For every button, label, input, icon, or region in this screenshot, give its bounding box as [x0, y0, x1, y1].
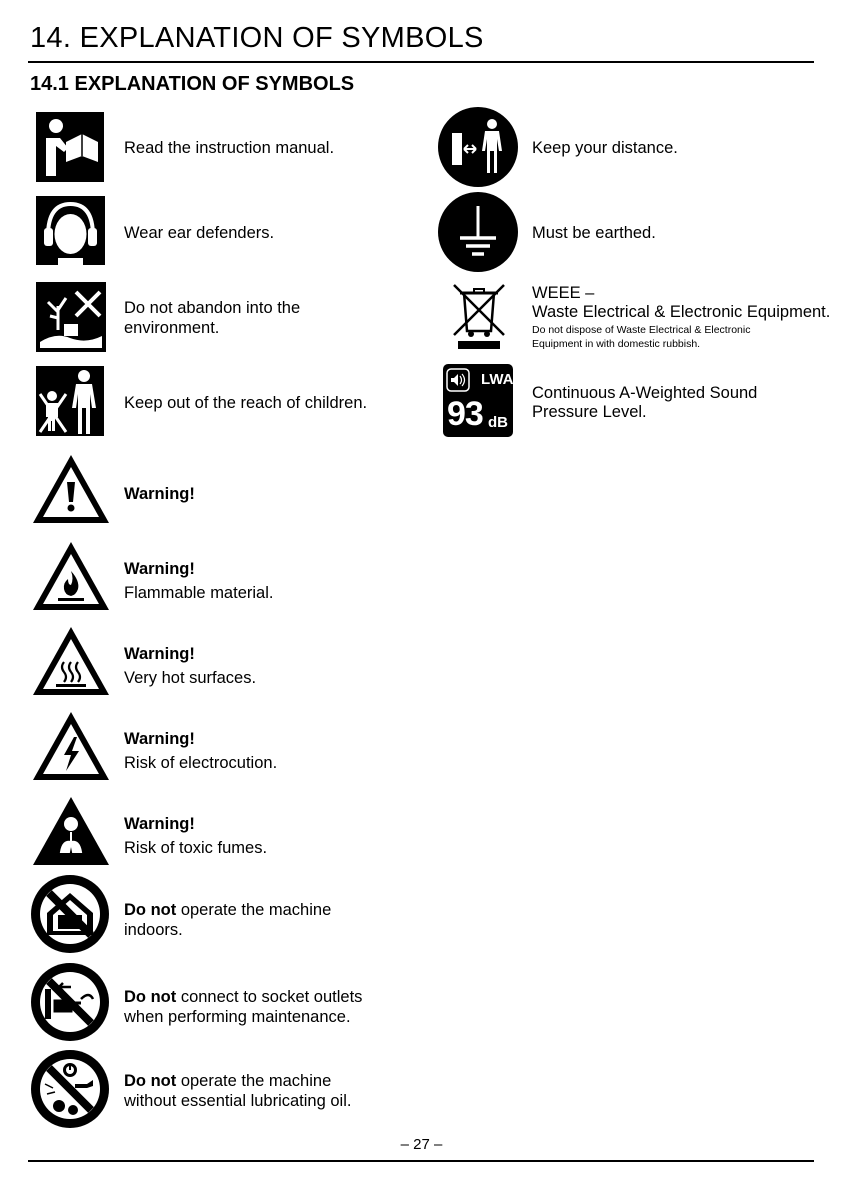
- warning4-title: Warning!: [124, 730, 195, 748]
- oil-rest: operate the machine: [176, 1072, 332, 1090]
- indoors-line2: indoors.: [124, 921, 183, 939]
- flammable-warning-icon: [30, 539, 112, 613]
- speaker-icon: [446, 368, 470, 392]
- warning-icon: [30, 452, 112, 526]
- weee-small1: Do not dispose of Waste Electrical & Electronic: [532, 324, 751, 336]
- no-socket-icon: [31, 963, 109, 1041]
- no-indoors-icon: [31, 875, 109, 953]
- warning5-title: Warning!: [124, 815, 195, 833]
- indoors-do-not: Do not: [124, 901, 177, 919]
- warning3-title: Warning!: [124, 645, 195, 663]
- oil-line1: [124, 1071, 331, 1091]
- hot-surface-warning-icon: [30, 624, 112, 698]
- indoors-line1: [124, 900, 331, 920]
- sound-line2: Pressure Level.: [532, 403, 647, 421]
- warning2-desc: Flammable material.: [124, 584, 274, 602]
- toxic-fumes-warning-icon: [30, 794, 112, 868]
- socket-line2: when performing maintenance.: [124, 1008, 351, 1026]
- weee-line2: Waste Electrical & Electronic Equipment.: [532, 303, 831, 321]
- read-manual-icon: [36, 112, 104, 182]
- socket-rest: connect to socket outlets: [176, 988, 363, 1006]
- weee-small2: Equipment in with domestic rubbish.: [532, 338, 701, 350]
- children-text: Keep out of the reach of children.: [124, 394, 368, 412]
- electrocution-warning-icon: [30, 709, 112, 783]
- socket-line1: [124, 987, 362, 1007]
- distance-text: Keep your distance.: [532, 139, 678, 157]
- earth-icon: [438, 192, 518, 272]
- socket-do-not: Do not: [124, 988, 177, 1006]
- warning3-desc: Very hot surfaces.: [124, 669, 257, 687]
- keep-distance-icon: [438, 107, 518, 187]
- children-icon: [36, 366, 104, 436]
- page-number: – 27 –: [400, 1136, 443, 1153]
- weee-line1: WEEE –: [532, 284, 595, 302]
- sound-unit: dB: [488, 414, 508, 431]
- lwa-label: LWA: [481, 371, 514, 388]
- indoors-rest: operate the machine: [176, 901, 332, 919]
- header-rule: [28, 61, 814, 63]
- weee-bin-icon: [450, 281, 508, 353]
- sound-value: 93: [447, 395, 483, 433]
- abandon-line1: Do not abandon into the: [124, 299, 301, 317]
- footer-rule: [28, 1160, 814, 1162]
- earthed-text: Must be earthed.: [532, 224, 656, 242]
- ear-defenders-icon: [36, 196, 105, 265]
- ear-text: Wear ear defenders.: [124, 224, 275, 242]
- abandon-line2: environment.: [124, 319, 220, 337]
- page-title: 14. EXPLANATION OF SYMBOLS: [30, 22, 484, 54]
- warning5-desc: Risk of toxic fumes.: [124, 839, 268, 857]
- sound-level-badge: [443, 364, 513, 437]
- no-abandon-icon: [36, 282, 106, 352]
- section-title: 14.1 EXPLANATION OF SYMBOLS: [30, 73, 355, 95]
- oil-line2: without essential lubricating oil.: [124, 1092, 352, 1110]
- manual-text: Read the instruction manual.: [124, 139, 335, 157]
- sound-line1: Continuous A-Weighted Sound: [532, 384, 758, 402]
- oil-do-not: Do not: [124, 1072, 177, 1090]
- warning2-title: Warning!: [124, 560, 195, 578]
- warning1-title: Warning!: [124, 485, 195, 503]
- no-operate-without-oil-icon: [31, 1050, 109, 1128]
- warning4-desc: Risk of electrocution.: [124, 754, 278, 772]
